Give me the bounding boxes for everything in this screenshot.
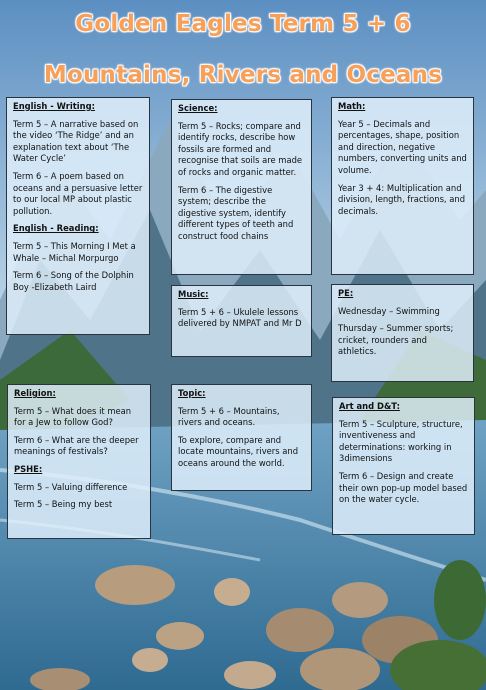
english-writing-heading: English - Writing: [13,101,95,111]
pshe-valuing-difference: Term 5 – Valuing difference [14,481,128,492]
english-writing-term6: Term 6 – A poem based on oceans and a persuasive letter to our local MP about plastic pollution. [13,170,143,216]
topic-heading: Topic: [178,388,206,398]
topic-box [171,384,312,491]
religion-term6: Term 6 – What are the deeper meanings of festivals? [14,434,139,457]
topic-term56: Term 5 + 6 – Mountains, rivers and oceans. [178,405,280,428]
art-dt-heading: Art and D&T: [339,401,400,411]
page-subtitle: Mountains, Rivers and Oceans [43,62,443,88]
science-box [171,99,312,275]
pshe-being-my-best: Term 5 – Being my best [14,499,113,510]
pshe-heading: PSHE: [14,463,43,474]
english-reading-term5: Term 5 – This Morning I Met a Whale – Michal Morpurgo [13,240,136,263]
math-heading: Math: [338,101,366,111]
religion-pshe-box [7,384,151,539]
english-reading-term6: Term 6 – Song of the Dolphin Boy -Elizabeth Laird [13,270,134,292]
music-term56: Term 5 + 6 – Ukulele lessons delivered by NMPAT and Mr D [178,306,302,329]
music-box [171,285,312,357]
page-title: Golden Eagles Term 5 + 6 [75,11,411,37]
science-term5: Term 5 – Rocks; compare and identify rocks, describe how fossils are formed and recognise that soils are made of rocks and organic matter. [178,120,303,177]
english-box [6,97,150,335]
art-dt-term6: Term 6 – Design and create their own pop-up model based on the water cycle. [339,470,468,505]
religion-term5: Term 5 – What does it mean for a Jew to follow God? [14,405,132,428]
english-writing-term5: Term 5 – A narrative based on the video ‘The Ridge’ and an explanation text about ‘The Water Cycle’ [13,118,139,164]
math-box [331,97,474,275]
english-reading-heading: English - Reading: [13,223,99,234]
pe-heading: PE: [338,288,354,298]
pe-box [331,284,474,382]
art-dt-box [332,397,475,535]
music-heading: Music: [178,289,209,299]
math-year5: Year 5 – Decimals and percentages, shape, position and direction, negative numbers, converting units and volume. [338,118,467,175]
pe-thursday: Thursday – Summer sports; cricket, rounders and athletics. [338,323,454,357]
science-term6: Term 6 – The digestive system; describe the digestive system, identify different types of teeth and construct food chains [178,184,294,241]
math-year34: Year 3 + 4: Multiplication and division, length, fractions, and decimals. [338,182,466,216]
science-heading: Science: [178,103,218,113]
topic-explore: To explore, compare and locate mountains, rivers and oceans around the world. [178,434,299,468]
art-dt-term5: Term 5 – Sculpture, structure, inventiveness and determinations: working in 3dimensions [339,418,463,464]
religion-heading: Religion: [14,388,56,398]
pe-wednesday: Wednesday – Swimming [338,305,440,316]
